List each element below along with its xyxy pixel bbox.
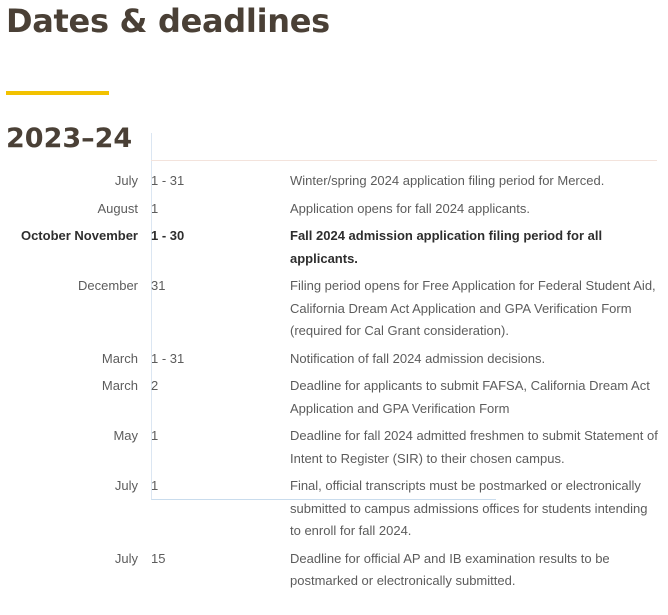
- date-month: July: [114, 173, 138, 188]
- date-description: Filing period opens for Free Application for Federal Student Aid, California Dream Act Application and GPA Verification Form (required for Cal Grant consideration).: [290, 278, 656, 338]
- date-days: 1 - 31: [151, 173, 185, 188]
- date-month: December: [78, 278, 138, 293]
- date-days: 31: [151, 278, 166, 293]
- date-month: March: [101, 378, 138, 393]
- date-month: October November: [20, 228, 138, 243]
- date-description: Deadline for applicants to submit FAFSA, California Dream Act Application and GPA Verification Form: [290, 378, 650, 416]
- date-description: Application opens for fall 2024 applicants.: [290, 200, 530, 216]
- date-month: July: [114, 550, 138, 566]
- date-days: 1: [151, 428, 159, 443]
- date-month: July: [114, 478, 138, 493]
- date-row: [0, 225, 668, 270]
- date-row: [0, 275, 668, 343]
- date-description: Final, official transcripts must be postmarked or electronically submitted to campus admissions offices for students intending to enroll for fall 2024.: [290, 478, 648, 538]
- date-days: 15: [151, 550, 166, 566]
- date-days: 1: [151, 200, 159, 216]
- date-month: August: [97, 200, 138, 216]
- dates-table: [0, 170, 668, 598]
- date-row: [0, 548, 668, 593]
- date-row: [0, 425, 668, 470]
- date-description: Deadline for official AP and IB examination results to be postmarked or electronically submitted.: [290, 550, 610, 588]
- date-description: Fall 2024 admission application filing period for all applicants.: [290, 228, 603, 266]
- date-description: Notification of fall 2024 admission decisions.: [290, 350, 546, 366]
- date-row: [0, 198, 668, 221]
- date-days: 1 - 31: [151, 350, 185, 366]
- date-month: May: [113, 428, 138, 443]
- date-row: [0, 375, 668, 420]
- date-days: 1: [151, 478, 159, 493]
- date-description: Winter/spring 2024 application filing period for Merced.: [290, 173, 605, 188]
- date-days: 2: [151, 378, 159, 393]
- year-heading: 2023–24: [6, 123, 133, 154]
- decorative-rule: [151, 160, 657, 161]
- date-month: March: [101, 350, 138, 366]
- date-row: [0, 170, 668, 193]
- date-description: Deadline for fall 2024 admitted freshmen to submit Statement of Intent to Register (SIR) to their chosen campus.: [290, 428, 658, 466]
- page-title: Dates & deadlines: [6, 2, 330, 40]
- date-row: [0, 348, 668, 371]
- date-days: 1 - 30: [151, 228, 185, 243]
- date-row: [0, 475, 668, 543]
- accent-bar: [6, 91, 109, 95]
